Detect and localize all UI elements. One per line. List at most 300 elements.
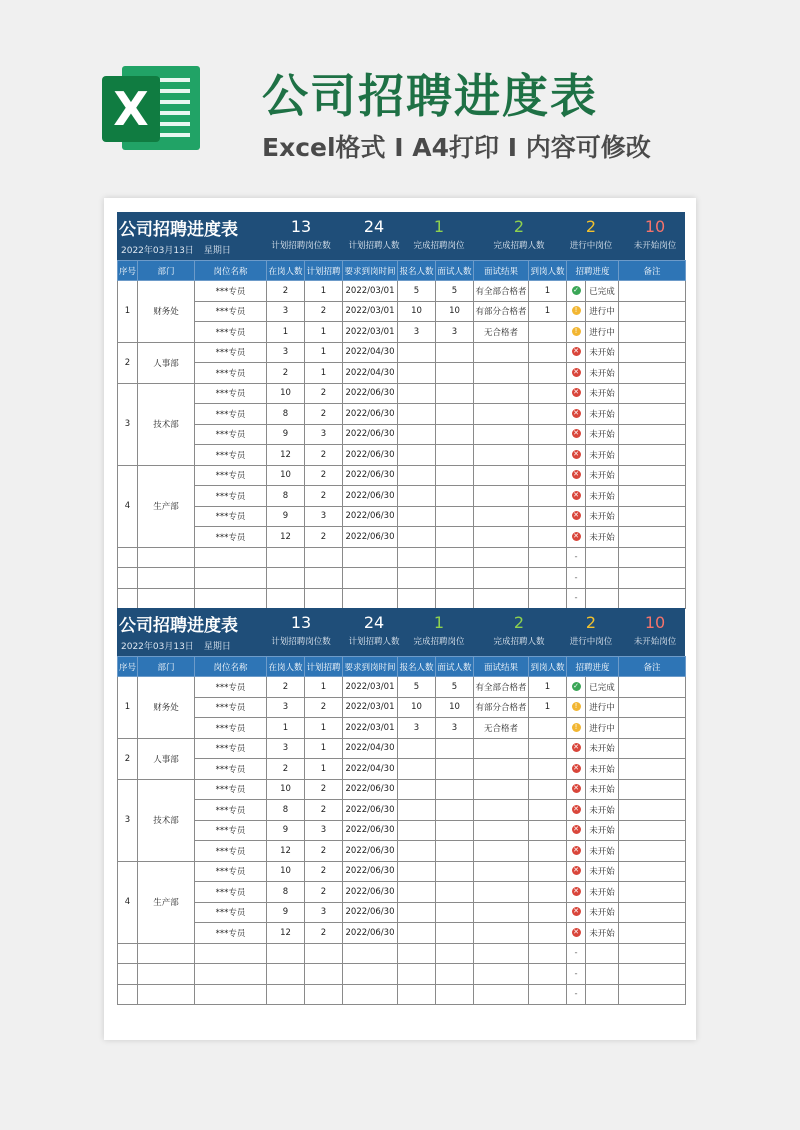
- arrived-cell[interactable]: [529, 486, 567, 507]
- progress-cell[interactable]: [586, 984, 619, 1005]
- note-cell[interactable]: [619, 738, 686, 759]
- interview-cell[interactable]: [436, 820, 474, 841]
- plan-cell[interactable]: [305, 964, 343, 985]
- onjob-cell[interactable]: 1: [267, 322, 305, 343]
- result-cell[interactable]: [474, 342, 529, 363]
- plan-cell[interactable]: 2: [305, 779, 343, 800]
- department-cell[interactable]: 人事部: [138, 738, 195, 779]
- post-cell[interactable]: ***专员: [195, 506, 267, 527]
- onjob-cell[interactable]: [267, 568, 305, 589]
- onjob-cell[interactable]: 10: [267, 383, 305, 404]
- apply-cell[interactable]: [398, 841, 436, 862]
- note-cell[interactable]: [619, 923, 686, 944]
- interview-cell[interactable]: [436, 984, 474, 1005]
- post-cell[interactable]: ***专员: [195, 697, 267, 718]
- apply-cell[interactable]: [398, 738, 436, 759]
- onjob-cell[interactable]: 12: [267, 527, 305, 548]
- progress-cell[interactable]: [586, 943, 619, 964]
- note-cell[interactable]: [619, 383, 686, 404]
- plan-cell[interactable]: 2: [305, 923, 343, 944]
- note-cell[interactable]: [619, 943, 686, 964]
- plan-cell[interactable]: 1: [305, 322, 343, 343]
- date-cell[interactable]: [343, 943, 398, 964]
- row-number[interactable]: [118, 547, 138, 568]
- date-cell[interactable]: 2022/06/30: [343, 861, 398, 882]
- progress-cell[interactable]: 未开始: [586, 841, 619, 862]
- date-cell[interactable]: 2022/06/30: [343, 383, 398, 404]
- result-cell[interactable]: [474, 738, 529, 759]
- progress-cell[interactable]: 未开始: [586, 486, 619, 507]
- post-cell[interactable]: [195, 547, 267, 568]
- note-cell[interactable]: [619, 281, 686, 302]
- arrived-cell[interactable]: [529, 363, 567, 384]
- date-cell[interactable]: 2022/04/30: [343, 363, 398, 384]
- post-cell[interactable]: ***专员: [195, 882, 267, 903]
- plan-cell[interactable]: 2: [305, 841, 343, 862]
- interview-cell[interactable]: [436, 404, 474, 425]
- onjob-cell[interactable]: 9: [267, 902, 305, 923]
- interview-cell[interactable]: [436, 588, 474, 609]
- plan-cell[interactable]: 2: [305, 301, 343, 322]
- department-cell[interactable]: 生产部: [138, 465, 195, 547]
- note-cell[interactable]: [619, 547, 686, 568]
- apply-cell[interactable]: 10: [398, 301, 436, 322]
- post-cell[interactable]: ***专员: [195, 445, 267, 466]
- note-cell[interactable]: [619, 465, 686, 486]
- note-cell[interactable]: [619, 445, 686, 466]
- onjob-cell[interactable]: 3: [267, 301, 305, 322]
- progress-cell[interactable]: 未开始: [586, 424, 619, 445]
- interview-cell[interactable]: 3: [436, 322, 474, 343]
- post-cell[interactable]: ***专员: [195, 820, 267, 841]
- plan-cell[interactable]: 3: [305, 820, 343, 841]
- note-cell[interactable]: [619, 588, 686, 609]
- arrived-cell[interactable]: [529, 527, 567, 548]
- progress-cell[interactable]: 未开始: [586, 445, 619, 466]
- post-cell[interactable]: ***专员: [195, 281, 267, 302]
- department-cell[interactable]: [138, 568, 195, 589]
- progress-cell[interactable]: 未开始: [586, 759, 619, 780]
- plan-cell[interactable]: 1: [305, 342, 343, 363]
- onjob-cell[interactable]: 10: [267, 465, 305, 486]
- post-cell[interactable]: ***专员: [195, 902, 267, 923]
- plan-cell[interactable]: 3: [305, 424, 343, 445]
- date-cell[interactable]: 2022/06/30: [343, 902, 398, 923]
- onjob-cell[interactable]: 1: [267, 718, 305, 739]
- apply-cell[interactable]: [398, 342, 436, 363]
- result-cell[interactable]: [474, 923, 529, 944]
- onjob-cell[interactable]: 12: [267, 841, 305, 862]
- arrived-cell[interactable]: 1: [529, 281, 567, 302]
- row-number[interactable]: [118, 588, 138, 609]
- progress-cell[interactable]: 未开始: [586, 506, 619, 527]
- department-cell[interactable]: 人事部: [138, 342, 195, 383]
- plan-cell[interactable]: 2: [305, 445, 343, 466]
- plan-cell[interactable]: 2: [305, 697, 343, 718]
- progress-cell[interactable]: 未开始: [586, 882, 619, 903]
- onjob-cell[interactable]: 3: [267, 697, 305, 718]
- result-cell[interactable]: 有部分合格者: [474, 697, 529, 718]
- arrived-cell[interactable]: [529, 506, 567, 527]
- progress-cell[interactable]: 进行中: [586, 697, 619, 718]
- result-cell[interactable]: [474, 882, 529, 903]
- post-cell[interactable]: ***专员: [195, 486, 267, 507]
- row-number[interactable]: 3: [118, 383, 138, 465]
- onjob-cell[interactable]: [267, 984, 305, 1005]
- interview-cell[interactable]: [436, 465, 474, 486]
- arrived-cell[interactable]: 1: [529, 697, 567, 718]
- apply-cell[interactable]: [398, 759, 436, 780]
- interview-cell[interactable]: [436, 342, 474, 363]
- progress-cell[interactable]: [586, 547, 619, 568]
- plan-cell[interactable]: 1: [305, 738, 343, 759]
- apply-cell[interactable]: [398, 923, 436, 944]
- post-cell[interactable]: ***专员: [195, 718, 267, 739]
- note-cell[interactable]: [619, 759, 686, 780]
- onjob-cell[interactable]: [267, 943, 305, 964]
- department-cell[interactable]: 技术部: [138, 779, 195, 861]
- row-number[interactable]: 2: [118, 738, 138, 779]
- progress-cell[interactable]: 未开始: [586, 527, 619, 548]
- progress-cell[interactable]: 已完成: [586, 281, 619, 302]
- onjob-cell[interactable]: 2: [267, 677, 305, 698]
- apply-cell[interactable]: [398, 424, 436, 445]
- date-cell[interactable]: 2022/06/30: [343, 841, 398, 862]
- department-cell[interactable]: 生产部: [138, 861, 195, 943]
- apply-cell[interactable]: [398, 383, 436, 404]
- apply-cell[interactable]: [398, 445, 436, 466]
- post-cell[interactable]: ***专员: [195, 322, 267, 343]
- note-cell[interactable]: [619, 342, 686, 363]
- post-cell[interactable]: [195, 964, 267, 985]
- post-cell[interactable]: ***专员: [195, 465, 267, 486]
- result-cell[interactable]: [474, 383, 529, 404]
- date-cell[interactable]: 2022/04/30: [343, 738, 398, 759]
- progress-cell[interactable]: [586, 588, 619, 609]
- arrived-cell[interactable]: [529, 588, 567, 609]
- row-number[interactable]: 3: [118, 779, 138, 861]
- apply-cell[interactable]: 3: [398, 718, 436, 739]
- row-number[interactable]: 2: [118, 342, 138, 383]
- result-cell[interactable]: 无合格者: [474, 322, 529, 343]
- post-cell[interactable]: ***专员: [195, 527, 267, 548]
- date-cell[interactable]: [343, 964, 398, 985]
- interview-cell[interactable]: [436, 759, 474, 780]
- result-cell[interactable]: [474, 424, 529, 445]
- result-cell[interactable]: 有部分合格者: [474, 301, 529, 322]
- date-cell[interactable]: 2022/03/01: [343, 718, 398, 739]
- note-cell[interactable]: [619, 820, 686, 841]
- result-cell[interactable]: 无合格者: [474, 718, 529, 739]
- onjob-cell[interactable]: 8: [267, 404, 305, 425]
- progress-cell[interactable]: 已完成: [586, 677, 619, 698]
- plan-cell[interactable]: [305, 547, 343, 568]
- arrived-cell[interactable]: [529, 923, 567, 944]
- date-cell[interactable]: [343, 568, 398, 589]
- date-cell[interactable]: 2022/06/30: [343, 800, 398, 821]
- department-cell[interactable]: [138, 964, 195, 985]
- row-number[interactable]: [118, 964, 138, 985]
- arrived-cell[interactable]: 1: [529, 301, 567, 322]
- progress-cell[interactable]: 进行中: [586, 322, 619, 343]
- onjob-cell[interactable]: 2: [267, 281, 305, 302]
- note-cell[interactable]: [619, 841, 686, 862]
- plan-cell[interactable]: [305, 588, 343, 609]
- note-cell[interactable]: [619, 301, 686, 322]
- note-cell[interactable]: [619, 964, 686, 985]
- apply-cell[interactable]: [398, 547, 436, 568]
- plan-cell[interactable]: 1: [305, 281, 343, 302]
- apply-cell[interactable]: [398, 486, 436, 507]
- interview-cell[interactable]: [436, 841, 474, 862]
- department-cell[interactable]: [138, 943, 195, 964]
- row-number[interactable]: [118, 943, 138, 964]
- date-cell[interactable]: [343, 588, 398, 609]
- interview-cell[interactable]: [436, 943, 474, 964]
- onjob-cell[interactable]: 12: [267, 445, 305, 466]
- post-cell[interactable]: ***专员: [195, 861, 267, 882]
- plan-cell[interactable]: 3: [305, 506, 343, 527]
- progress-cell[interactable]: 未开始: [586, 465, 619, 486]
- interview-cell[interactable]: 10: [436, 301, 474, 322]
- arrived-cell[interactable]: [529, 547, 567, 568]
- progress-cell[interactable]: 未开始: [586, 800, 619, 821]
- arrived-cell[interactable]: [529, 322, 567, 343]
- onjob-cell[interactable]: 2: [267, 759, 305, 780]
- result-cell[interactable]: [474, 841, 529, 862]
- progress-cell[interactable]: 未开始: [586, 404, 619, 425]
- arrived-cell[interactable]: [529, 424, 567, 445]
- interview-cell[interactable]: [436, 800, 474, 821]
- interview-cell[interactable]: 5: [436, 677, 474, 698]
- progress-cell[interactable]: 未开始: [586, 779, 619, 800]
- result-cell[interactable]: 有全部合格者: [474, 281, 529, 302]
- result-cell[interactable]: [474, 506, 529, 527]
- post-cell[interactable]: ***专员: [195, 342, 267, 363]
- onjob-cell[interactable]: 9: [267, 820, 305, 841]
- note-cell[interactable]: [619, 506, 686, 527]
- apply-cell[interactable]: [398, 861, 436, 882]
- progress-cell[interactable]: 未开始: [586, 861, 619, 882]
- result-cell[interactable]: [474, 363, 529, 384]
- note-cell[interactable]: [619, 486, 686, 507]
- date-cell[interactable]: 2022/03/01: [343, 301, 398, 322]
- post-cell[interactable]: ***专员: [195, 759, 267, 780]
- plan-cell[interactable]: 1: [305, 718, 343, 739]
- date-cell[interactable]: 2022/06/30: [343, 779, 398, 800]
- progress-cell[interactable]: [586, 568, 619, 589]
- post-cell[interactable]: ***专员: [195, 738, 267, 759]
- onjob-cell[interactable]: 10: [267, 861, 305, 882]
- interview-cell[interactable]: 10: [436, 697, 474, 718]
- post-cell[interactable]: ***专员: [195, 779, 267, 800]
- progress-cell[interactable]: 未开始: [586, 383, 619, 404]
- interview-cell[interactable]: [436, 923, 474, 944]
- date-cell[interactable]: 2022/03/01: [343, 677, 398, 698]
- post-cell[interactable]: ***专员: [195, 404, 267, 425]
- plan-cell[interactable]: 1: [305, 677, 343, 698]
- interview-cell[interactable]: [436, 738, 474, 759]
- note-cell[interactable]: [619, 424, 686, 445]
- arrived-cell[interactable]: [529, 759, 567, 780]
- progress-cell[interactable]: 未开始: [586, 923, 619, 944]
- arrived-cell[interactable]: [529, 779, 567, 800]
- date-cell[interactable]: 2022/06/30: [343, 404, 398, 425]
- note-cell[interactable]: [619, 902, 686, 923]
- progress-cell[interactable]: 进行中: [586, 301, 619, 322]
- progress-cell[interactable]: 未开始: [586, 738, 619, 759]
- result-cell[interactable]: [474, 779, 529, 800]
- result-cell[interactable]: [474, 486, 529, 507]
- result-cell[interactable]: [474, 964, 529, 985]
- progress-cell[interactable]: 未开始: [586, 902, 619, 923]
- interview-cell[interactable]: [436, 779, 474, 800]
- note-cell[interactable]: [619, 568, 686, 589]
- date-cell[interactable]: 2022/06/30: [343, 424, 398, 445]
- note-cell[interactable]: [619, 363, 686, 384]
- plan-cell[interactable]: [305, 568, 343, 589]
- post-cell[interactable]: ***专员: [195, 677, 267, 698]
- apply-cell[interactable]: [398, 964, 436, 985]
- interview-cell[interactable]: 5: [436, 281, 474, 302]
- plan-cell[interactable]: 2: [305, 527, 343, 548]
- interview-cell[interactable]: [436, 902, 474, 923]
- onjob-cell[interactable]: 12: [267, 923, 305, 944]
- department-cell[interactable]: [138, 547, 195, 568]
- plan-cell[interactable]: 1: [305, 759, 343, 780]
- date-cell[interactable]: 2022/03/01: [343, 281, 398, 302]
- interview-cell[interactable]: [436, 486, 474, 507]
- interview-cell[interactable]: [436, 445, 474, 466]
- date-cell[interactable]: 2022/04/30: [343, 342, 398, 363]
- onjob-cell[interactable]: 8: [267, 882, 305, 903]
- date-cell[interactable]: 2022/06/30: [343, 882, 398, 903]
- onjob-cell[interactable]: 2: [267, 363, 305, 384]
- apply-cell[interactable]: [398, 588, 436, 609]
- note-cell[interactable]: [619, 984, 686, 1005]
- apply-cell[interactable]: [398, 882, 436, 903]
- interview-cell[interactable]: [436, 882, 474, 903]
- department-cell[interactable]: [138, 588, 195, 609]
- post-cell[interactable]: [195, 588, 267, 609]
- arrived-cell[interactable]: [529, 383, 567, 404]
- onjob-cell[interactable]: 3: [267, 738, 305, 759]
- onjob-cell[interactable]: [267, 588, 305, 609]
- row-number[interactable]: 1: [118, 677, 138, 739]
- apply-cell[interactable]: 5: [398, 281, 436, 302]
- apply-cell[interactable]: [398, 902, 436, 923]
- post-cell[interactable]: [195, 984, 267, 1005]
- arrived-cell[interactable]: [529, 445, 567, 466]
- arrived-cell[interactable]: [529, 943, 567, 964]
- apply-cell[interactable]: [398, 943, 436, 964]
- apply-cell[interactable]: 5: [398, 677, 436, 698]
- department-cell[interactable]: [138, 984, 195, 1005]
- arrived-cell[interactable]: [529, 902, 567, 923]
- progress-cell[interactable]: 未开始: [586, 342, 619, 363]
- result-cell[interactable]: [474, 820, 529, 841]
- note-cell[interactable]: [619, 697, 686, 718]
- date-cell[interactable]: 2022/06/30: [343, 445, 398, 466]
- arrived-cell[interactable]: [529, 465, 567, 486]
- arrived-cell[interactable]: [529, 841, 567, 862]
- department-cell[interactable]: 财务处: [138, 281, 195, 343]
- apply-cell[interactable]: 10: [398, 697, 436, 718]
- note-cell[interactable]: [619, 800, 686, 821]
- arrived-cell[interactable]: [529, 882, 567, 903]
- post-cell[interactable]: ***专员: [195, 383, 267, 404]
- arrived-cell[interactable]: [529, 964, 567, 985]
- plan-cell[interactable]: [305, 984, 343, 1005]
- post-cell[interactable]: ***专员: [195, 800, 267, 821]
- plan-cell[interactable]: 2: [305, 486, 343, 507]
- department-cell[interactable]: 财务处: [138, 677, 195, 739]
- apply-cell[interactable]: [398, 820, 436, 841]
- arrived-cell[interactable]: [529, 738, 567, 759]
- arrived-cell[interactable]: [529, 342, 567, 363]
- date-cell[interactable]: 2022/06/30: [343, 820, 398, 841]
- onjob-cell[interactable]: 9: [267, 424, 305, 445]
- date-cell[interactable]: 2022/06/30: [343, 486, 398, 507]
- result-cell[interactable]: [474, 984, 529, 1005]
- date-cell[interactable]: 2022/06/30: [343, 923, 398, 944]
- result-cell[interactable]: [474, 759, 529, 780]
- date-cell[interactable]: 2022/03/01: [343, 697, 398, 718]
- apply-cell[interactable]: 3: [398, 322, 436, 343]
- interview-cell[interactable]: [436, 547, 474, 568]
- apply-cell[interactable]: [398, 404, 436, 425]
- date-cell[interactable]: 2022/04/30: [343, 759, 398, 780]
- post-cell[interactable]: [195, 568, 267, 589]
- interview-cell[interactable]: [436, 964, 474, 985]
- interview-cell[interactable]: 3: [436, 718, 474, 739]
- apply-cell[interactable]: [398, 465, 436, 486]
- result-cell[interactable]: [474, 404, 529, 425]
- progress-cell[interactable]: 未开始: [586, 820, 619, 841]
- arrived-cell[interactable]: [529, 568, 567, 589]
- post-cell[interactable]: ***专员: [195, 923, 267, 944]
- progress-cell[interactable]: [586, 964, 619, 985]
- note-cell[interactable]: [619, 779, 686, 800]
- plan-cell[interactable]: 2: [305, 882, 343, 903]
- arrived-cell[interactable]: [529, 800, 567, 821]
- onjob-cell[interactable]: 10: [267, 779, 305, 800]
- date-cell[interactable]: [343, 547, 398, 568]
- result-cell[interactable]: [474, 527, 529, 548]
- result-cell[interactable]: [474, 943, 529, 964]
- note-cell[interactable]: [619, 677, 686, 698]
- post-cell[interactable]: ***专员: [195, 424, 267, 445]
- plan-cell[interactable]: 2: [305, 800, 343, 821]
- interview-cell[interactable]: [436, 568, 474, 589]
- interview-cell[interactable]: [436, 527, 474, 548]
- plan-cell[interactable]: 2: [305, 383, 343, 404]
- arrived-cell[interactable]: 1: [529, 677, 567, 698]
- date-cell[interactable]: 2022/06/30: [343, 506, 398, 527]
- interview-cell[interactable]: [436, 383, 474, 404]
- result-cell[interactable]: [474, 568, 529, 589]
- onjob-cell[interactable]: [267, 964, 305, 985]
- onjob-cell[interactable]: 8: [267, 800, 305, 821]
- post-cell[interactable]: ***专员: [195, 841, 267, 862]
- note-cell[interactable]: [619, 718, 686, 739]
- result-cell[interactable]: [474, 445, 529, 466]
- apply-cell[interactable]: [398, 779, 436, 800]
- result-cell[interactable]: [474, 588, 529, 609]
- department-cell[interactable]: 技术部: [138, 383, 195, 465]
- row-number[interactable]: [118, 984, 138, 1005]
- progress-cell[interactable]: 进行中: [586, 718, 619, 739]
